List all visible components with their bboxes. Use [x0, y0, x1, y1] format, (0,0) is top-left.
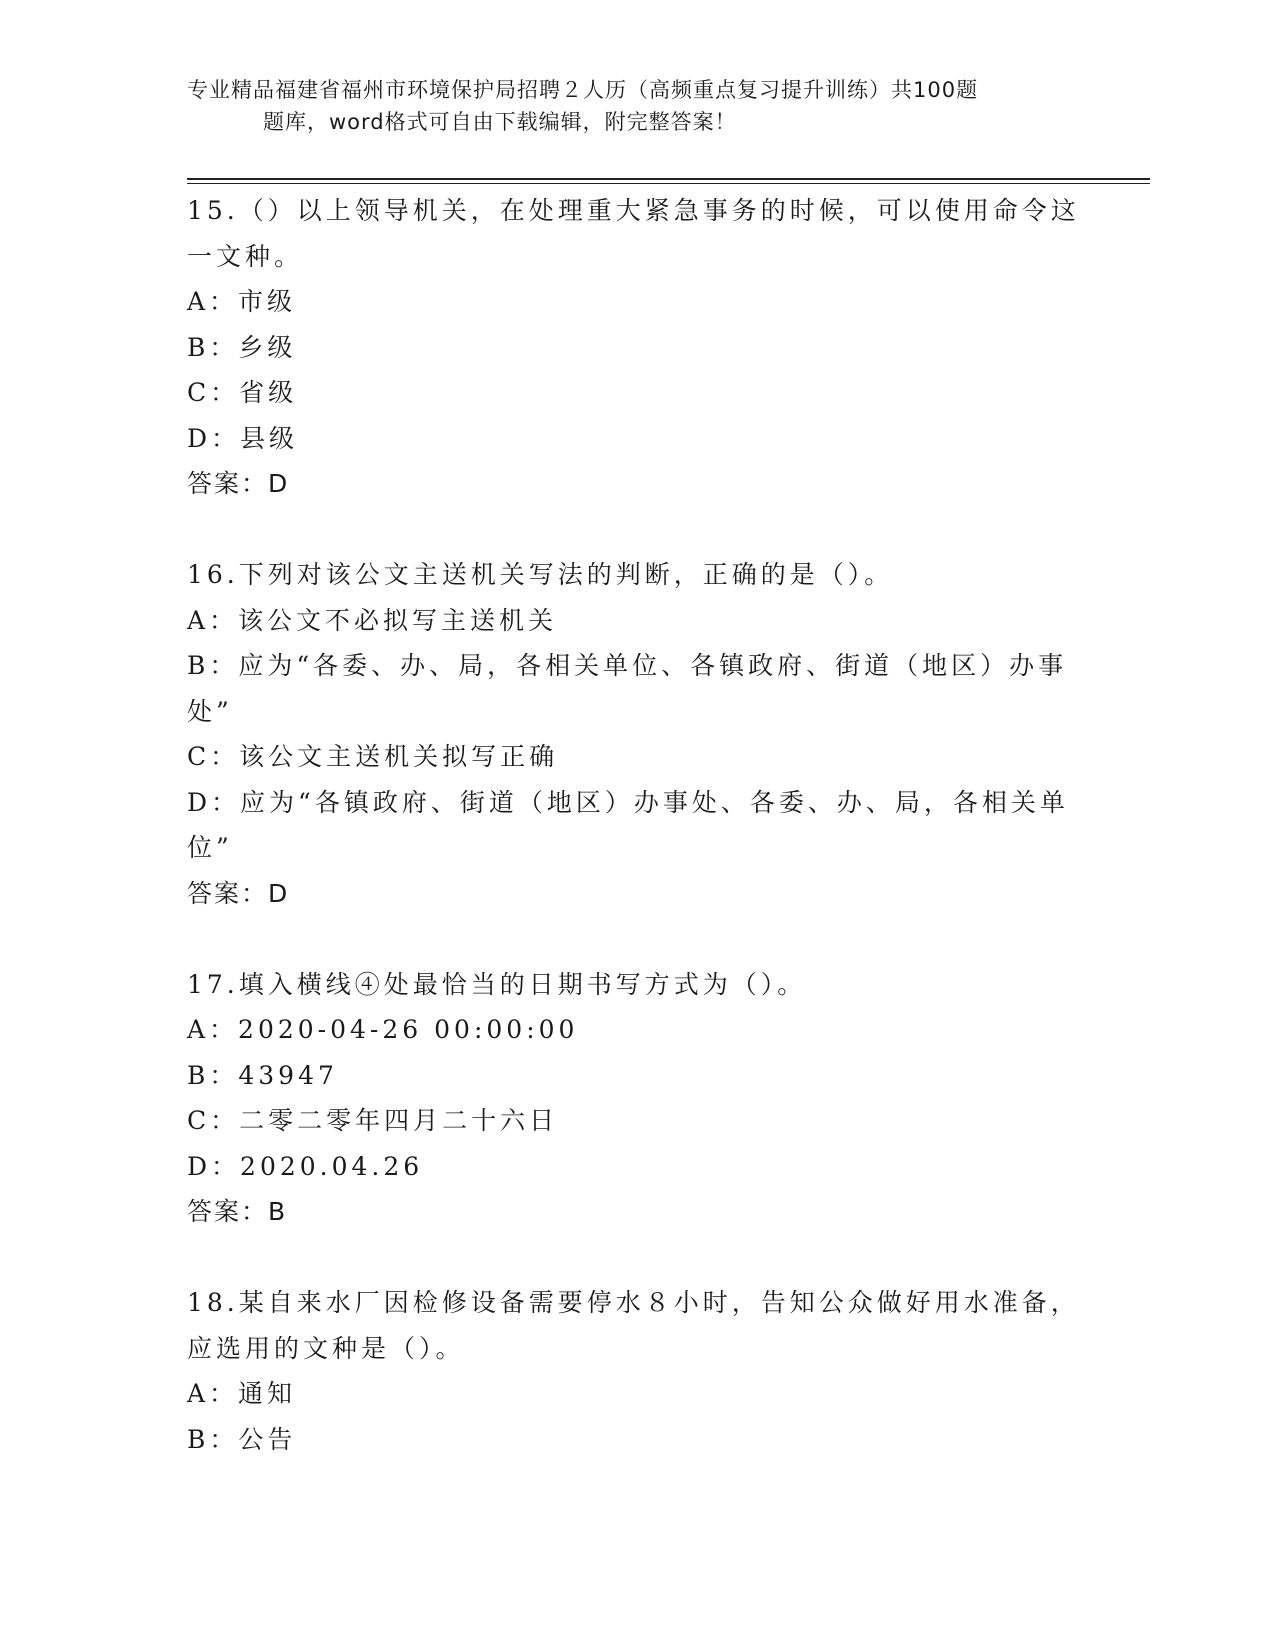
option-c: C：二零二零年四月二十六日: [187, 1106, 559, 1135]
question-17: [187, 962, 1087, 1235]
option-a: A：通知: [187, 1379, 297, 1408]
option-a: A：2020-04-26 00:00:00: [187, 1015, 579, 1044]
option-b: B：应为“各委、办、局，各相关单位、各镇政府、街道（地区）办事: [187, 651, 1068, 680]
question-15: [187, 188, 1087, 507]
option-b: B：公告: [187, 1424, 297, 1454]
question-stem-continued: 一文种。: [187, 241, 304, 271]
question-stem: 16.下列对该公文主送机关写法的判断，正确的是（）。: [187, 560, 894, 589]
header-title-line2: 题库，word格式可自由下载编辑，附完整答案！: [263, 110, 737, 134]
question-18: [187, 1280, 1087, 1462]
question-stem: 17.填入横线④处最恰当的日期书写方式为（）。: [187, 969, 807, 999]
option-b-continued: 处”: [187, 696, 233, 726]
question-stem: 15.（）以上领导机关，在处理重大紧急事务的时候，可以使用命令这: [187, 196, 1080, 225]
header-rule-thick: [187, 178, 1150, 180]
answer-line: 答案：B: [187, 1197, 288, 1226]
option-a: A：市级: [187, 287, 297, 316]
header-title-line1: 专业精品福建省福州市环境保护局招聘２人历（高频重点复习提升训练）共100题: [187, 78, 979, 102]
question-stem-continued: 应选用的文种是（）。: [187, 1333, 465, 1363]
question-16: [187, 552, 1087, 916]
option-a: A：该公文不必拟写主送机关: [187, 605, 558, 635]
option-c: C：该公文主送机关拟写正确: [187, 742, 559, 771]
option-d: D：县级: [187, 423, 299, 453]
answer-line: 答案：D: [187, 878, 290, 908]
header-rule-thin: [187, 183, 1150, 184]
question-list: [187, 188, 1087, 1462]
option-d: D：应为“各镇政府、街道（地区）办事处、各委、办、局，各相关单: [187, 787, 1069, 817]
document-header: [187, 74, 1087, 138]
option-d-continued: 位”: [187, 833, 233, 862]
question-stem: 18.某自来水厂因检修设备需要停水８小时，告知公众做好用水准备，: [187, 1288, 1080, 1317]
option-c: C：省级: [187, 378, 298, 407]
option-b: B：乡级: [187, 332, 297, 362]
answer-line: 答案：D: [187, 469, 290, 498]
option-b: B：43947: [187, 1060, 338, 1090]
option-d: D：2020.04.26: [187, 1151, 424, 1181]
